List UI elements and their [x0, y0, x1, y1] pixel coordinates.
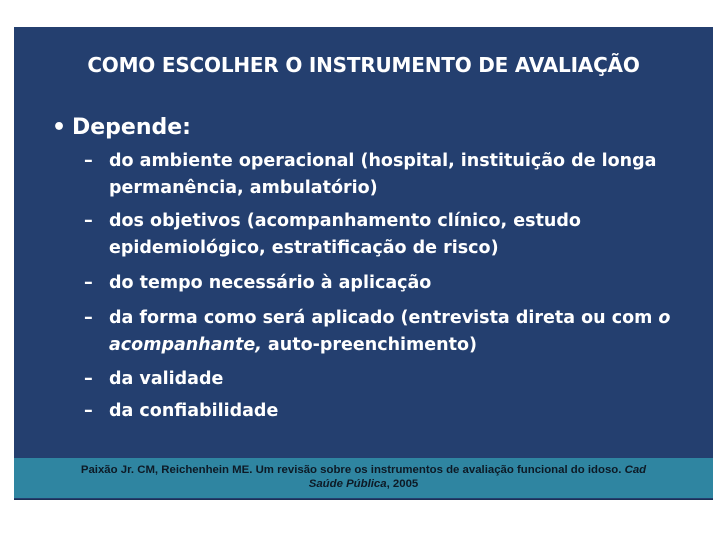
reference-journal-part1: Cad [624, 464, 647, 476]
sub-item-confiabilidade [84, 398, 684, 425]
slide-background [14, 27, 713, 500]
sub-item-text: dos objetivos (acompanhamento clínico, estudo epidemiológico, estratificação de risco) [109, 211, 581, 258]
slide-title: COMO ESCOLHER O INSTRUMENTO DE AVALIAÇÃO [87, 53, 640, 77]
sub-item-ambiente [84, 148, 684, 202]
sub-item-tempo [84, 270, 684, 297]
reference-year: , 2005 [386, 478, 419, 490]
main-bullet [52, 115, 191, 140]
sub-item-text-part1: da forma como será aplicado (entrevista direta ou com [109, 308, 659, 328]
dash-icon: – [84, 369, 93, 389]
sub-item-text [109, 305, 684, 359]
dash-icon: – [84, 273, 93, 293]
sub-item-text: do ambiente operacional (hospital, instituição de longa permanência, ambulatório) [109, 151, 657, 198]
main-bullet-text: Depende: [72, 115, 191, 140]
reference-text: Paixão Jr. CM, Reichenhein ME. Um revisão sobre os instrumentos de avaliação funcional do idoso. [80, 464, 625, 476]
sub-item-text: da validade [109, 369, 224, 389]
bullet-icon: • [52, 115, 67, 140]
dash-icon: – [84, 308, 93, 328]
dash-icon: – [84, 401, 93, 421]
sub-item-forma [84, 305, 684, 359]
sub-item-objetivos [84, 208, 684, 262]
sub-item-text-part2: auto-preenchimento) [261, 335, 477, 355]
sub-item-text-italic: o acompanhante, [109, 308, 671, 355]
dash-icon: – [84, 151, 93, 171]
sub-item-text: da confiabilidade [109, 401, 279, 421]
sub-item-validade [84, 366, 684, 393]
sub-item-text: do tempo necessário à aplicação [109, 273, 432, 293]
reference-footer [14, 458, 713, 498]
reference-journal-part2: Saúde Pública [308, 478, 387, 490]
dash-icon: – [84, 211, 93, 231]
